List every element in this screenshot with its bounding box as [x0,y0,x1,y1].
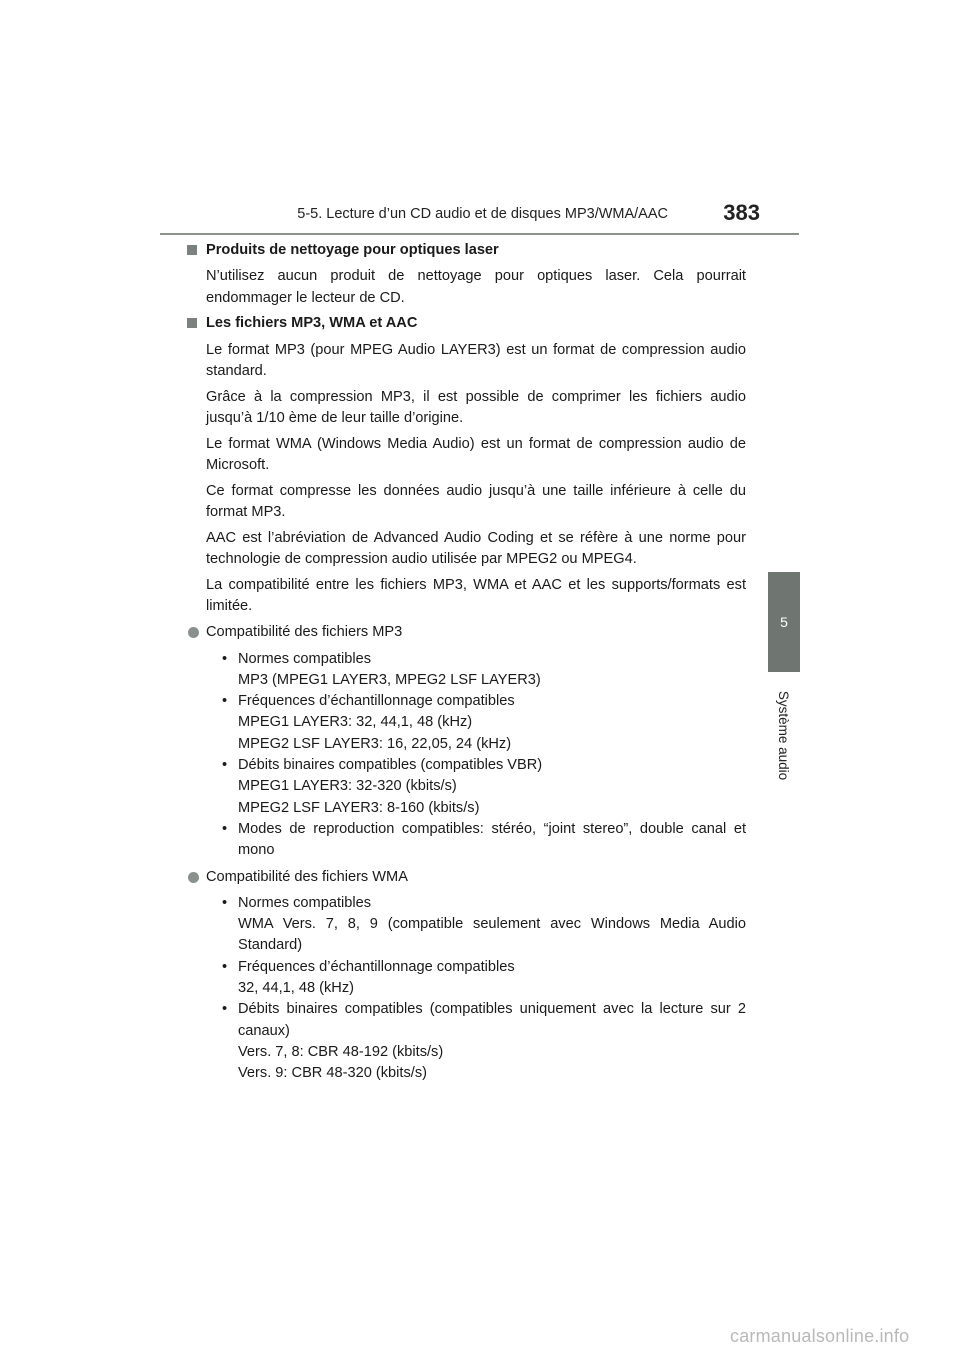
section-title: 5-5. Lecture d’un CD audio et de disques MP3/WMA/AAC [297,206,668,222]
bullet-text: Compatibilité des fichiers WMA [206,868,408,885]
square-bullet-icon [187,318,197,328]
square-bullet-icon [187,245,197,255]
paragraph: N’utilisez aucun produit de nettoyage pour optiques laser. Cela pourrait endommager le lecteur de CD. [206,268,746,306]
footer-watermark: carmanualsonline.info [730,1326,910,1346]
item-label: • Modes de reproduction compatibles: stéréo, “joint stereo”, double canal et mono [238,820,746,859]
item-detail: MPEG1 LAYER3: 32, 44,1, 48 (kHz) [238,714,473,731]
item-detail: MPEG2 LSF LAYER3: 16, 22,05, 24 (kHz) [238,735,512,752]
mp3-compat-list [206,649,746,862]
item-label: • Fréquences d’échantillonnage compatibles [238,693,515,710]
list-item [238,819,746,862]
list-item [238,649,746,692]
chapter-side-label-text: Système audio [776,690,792,780]
paragraph: Le format MP3 (pour MPEG Audio LAYER3) est un format de compression audio standard. [206,341,746,379]
page-number: 383 [723,200,760,225]
item-detail: MP3 (MPEG1 LAYER3, MPEG2 LSF LAYER3) [238,671,541,688]
paragraph: Le format WMA (Windows Media Audio) est un format de compression audio de Microsoft. [206,435,746,474]
wma-compat-list [206,893,746,1085]
header-divider [160,233,799,235]
chapter-tab[interactable]: 5 [768,572,800,672]
paragraph: AAC est l’abréviation de Advanced Audio Coding et se réfère à une norme pour technologie de compression audio utilisée par MPEG2 ou MPEG4. [206,530,746,568]
item-detail: WMA Vers. 7, 8, 9 (compatible seulement avec Windows Media Audio Standard) [238,916,746,954]
chapter-side-label [768,680,800,790]
mp3-compat-heading [206,622,746,643]
item-label: • Normes compatibles [238,894,372,911]
paragraph: Ce format compresse les données audio jusqu’à une taille inférieure à celle du format MP3. [206,482,746,521]
item-label: • Fréquences d’échantillonnage compatibles [238,958,515,975]
bullet-text: Compatibilité des fichiers MP3 [206,624,403,641]
item-detail: MPEG2 LSF LAYER3: 8-160 (kbits/s) [238,799,480,816]
wma-compat-heading [206,867,746,888]
list-item [238,691,746,755]
item-detail: Vers. 9: CBR 48-320 (kbits/s) [238,1065,427,1082]
item-detail: Vers. 7, 8: CBR 48-192 (kbits/s) [238,1043,444,1060]
heading-text: Les fichiers MP3, WMA et AAC [206,315,418,332]
list-item [238,957,746,1000]
list-item [238,755,746,819]
list-item [238,893,746,957]
section-heading-cleaning [206,240,746,261]
page-content [206,240,746,1089]
item-detail: MPEG1 LAYER3: 32-320 (kbits/s) [238,778,457,795]
item-detail: 32, 44,1, 48 (kHz) [238,980,354,996]
item-label: • Normes compatibles [238,650,372,667]
item-label: • Débits binaires compatibles (compatibles uniquement avec la lecture sur 2 canaux) [238,1001,746,1039]
circle-bullet-icon [188,872,199,883]
page-header [160,200,800,234]
heading-text: Produits de nettoyage pour optiques laser [206,242,499,258]
list-item [238,999,746,1084]
paragraph: Grâce à la compression MP3, il est possible de comprimer les fichiers audio jusqu’à 1/10 ème de leur taille d’origine. [206,388,746,427]
circle-bullet-icon [188,627,199,638]
paragraph: La compatibilité entre les fichiers MP3, WMA et AAC et les supports/formats est limitée. [206,577,746,615]
section-heading-files [206,313,746,334]
item-label: • Débits binaires compatibles (compatibles VBR) [238,757,543,774]
